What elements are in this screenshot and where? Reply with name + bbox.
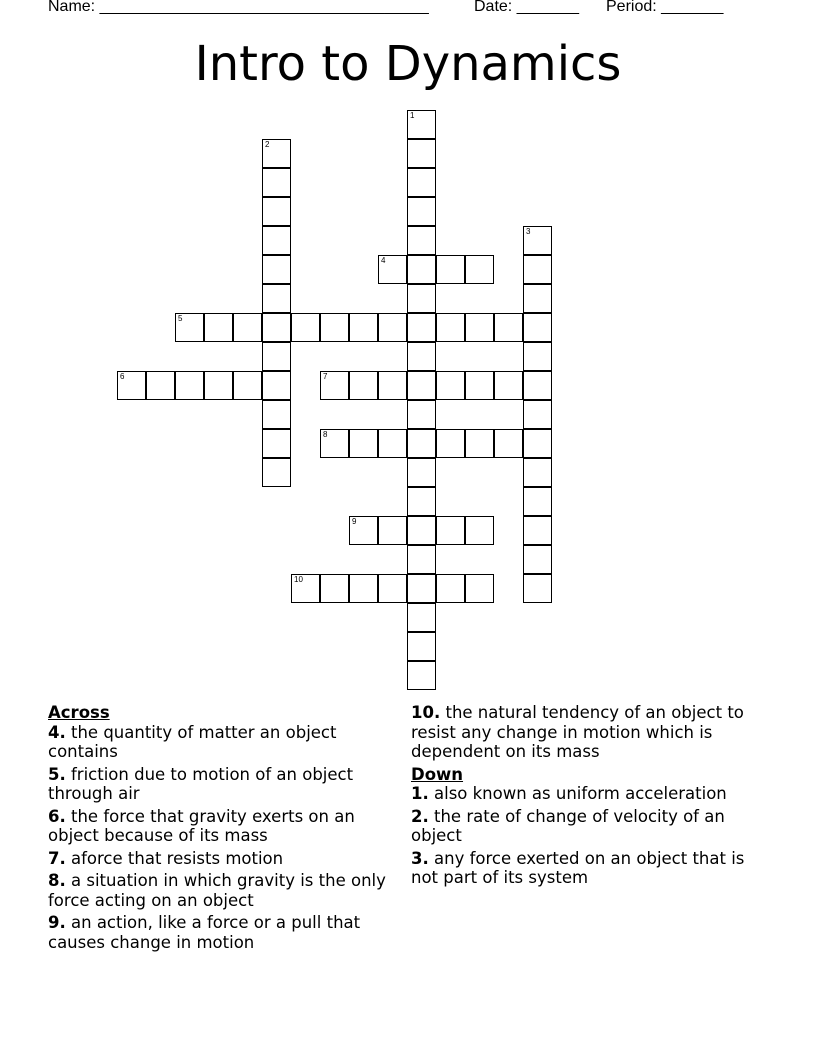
grid-cell[interactable]	[407, 603, 436, 632]
clue-number: 2	[265, 140, 270, 149]
clue-number: 9	[352, 517, 357, 526]
across-heading: Across	[48, 703, 110, 722]
clue-text: an action, like a force or a pull that causes change in motion	[48, 913, 361, 952]
grid-cell[interactable]	[407, 284, 436, 313]
grid-cell[interactable]	[407, 371, 436, 400]
grid-cell[interactable]	[523, 342, 552, 371]
grid-cell[interactable]	[523, 400, 552, 429]
clue-number-label: 8.	[48, 871, 66, 890]
grid-cell[interactable]	[523, 487, 552, 516]
grid-cell[interactable]	[233, 371, 262, 400]
clue-text: the natural tendency of an object to resist any change in motion which is dependent on its mass	[411, 703, 744, 761]
grid-cell[interactable]	[407, 400, 436, 429]
grid-cell[interactable]	[436, 255, 465, 284]
clue-number: 3	[526, 227, 531, 236]
grid-cell[interactable]	[378, 313, 407, 342]
grid-cell[interactable]	[407, 110, 436, 139]
grid-cell[interactable]	[349, 574, 378, 603]
grid-cell[interactable]	[146, 371, 175, 400]
clue-across-10	[411, 703, 771, 762]
clue-across-7	[48, 849, 393, 869]
across-clues	[48, 703, 393, 955]
name-field[interactable]	[48, 0, 429, 16]
grid-cell[interactable]	[436, 429, 465, 458]
grid-cell[interactable]	[523, 371, 552, 400]
grid-cell[interactable]	[117, 371, 146, 400]
grid-cell[interactable]	[407, 139, 436, 168]
grid-cell[interactable]	[465, 255, 494, 284]
grid-cell[interactable]	[494, 313, 523, 342]
clue-number: 6	[120, 372, 125, 381]
grid-cell[interactable]	[465, 516, 494, 545]
clue-number: 1	[410, 111, 415, 120]
grid-cell[interactable]	[436, 313, 465, 342]
clue-number-label: 1.	[411, 784, 429, 803]
grid-cell[interactable]	[378, 371, 407, 400]
clue-text: friction due to motion of an object through air	[48, 764, 354, 803]
grid-cell[interactable]	[523, 226, 552, 255]
clue-number: 8	[323, 430, 328, 439]
clue-number-label: 3.	[411, 848, 429, 868]
grid-cell[interactable]	[320, 429, 349, 458]
clue-text: aforce that resists motion	[71, 848, 284, 868]
grid-cell[interactable]	[233, 313, 262, 342]
clue-text: any force exerted on an object that is not part of its system	[411, 848, 745, 887]
grid-cell[interactable]	[349, 313, 378, 342]
grid-cell[interactable]	[523, 545, 552, 574]
period-blank: _______	[661, 0, 724, 15]
grid-cell[interactable]	[407, 342, 436, 371]
grid-cell[interactable]	[262, 429, 291, 458]
grid-cell[interactable]	[407, 545, 436, 574]
grid-cell[interactable]	[262, 284, 291, 313]
grid-cell[interactable]	[494, 429, 523, 458]
clue-across-9	[48, 913, 393, 952]
grid-cell[interactable]	[407, 458, 436, 487]
grid-cell[interactable]	[465, 574, 494, 603]
clue-number: 5	[178, 314, 183, 323]
clue-number-label: 6.	[48, 806, 66, 826]
clue-text: the force that gravity exerts on an object because of its mass	[48, 806, 355, 845]
clue-across-6	[48, 807, 393, 846]
clue-across-8	[48, 871, 393, 910]
clue-down-2	[411, 807, 771, 846]
clue-down-3	[411, 849, 771, 888]
grid-cell[interactable]	[349, 429, 378, 458]
clue-text: the rate of change of velocity of an object	[411, 806, 725, 845]
grid-cell[interactable]	[407, 429, 436, 458]
clue-number-label: 4.	[48, 722, 66, 742]
clue-down-1	[411, 784, 771, 804]
grid-cell[interactable]	[407, 313, 436, 342]
grid-cell[interactable]	[407, 574, 436, 603]
date-blank: _______	[516, 0, 579, 15]
grid-cell[interactable]	[291, 313, 320, 342]
grid-cell[interactable]	[407, 168, 436, 197]
grid-cell[interactable]	[262, 255, 291, 284]
grid-cell[interactable]	[494, 371, 523, 400]
grid-cell[interactable]	[378, 516, 407, 545]
grid-cell[interactable]	[523, 284, 552, 313]
grid-cell[interactable]	[320, 313, 349, 342]
grid-cell[interactable]	[378, 429, 407, 458]
grid-cell[interactable]	[175, 313, 204, 342]
grid-cell[interactable]	[407, 197, 436, 226]
clue-text: also known as uniform acceleration	[434, 784, 727, 803]
grid-cell[interactable]	[262, 168, 291, 197]
grid-cell[interactable]	[378, 255, 407, 284]
date-field[interactable]	[474, 0, 579, 16]
grid-cell[interactable]	[407, 632, 436, 661]
clue-number: 7	[323, 372, 328, 381]
grid-cell[interactable]	[262, 400, 291, 429]
clue-text: a situation in which gravity is the only force acting on an object	[48, 871, 386, 910]
grid-cell[interactable]	[320, 371, 349, 400]
period-label: Period:	[606, 0, 657, 15]
grid-cell[interactable]	[523, 574, 552, 603]
clue-number-label: 10.	[411, 703, 441, 722]
grid-cell[interactable]	[523, 429, 552, 458]
grid-cell[interactable]	[523, 458, 552, 487]
grid-cell[interactable]	[175, 371, 204, 400]
period-field[interactable]	[606, 0, 723, 16]
clue-text: the quantity of matter an object contains	[48, 722, 337, 761]
grid-cell[interactable]	[262, 371, 291, 400]
grid-cell[interactable]	[262, 226, 291, 255]
clue-number-label: 5.	[48, 764, 66, 784]
grid-cell[interactable]	[407, 255, 436, 284]
grid-cell[interactable]	[465, 429, 494, 458]
grid-cell[interactable]	[436, 574, 465, 603]
grid-cell[interactable]	[204, 371, 233, 400]
grid-cell[interactable]	[262, 458, 291, 487]
clue-number: 10	[294, 575, 303, 584]
clue-across-5	[48, 765, 393, 804]
grid-cell[interactable]	[378, 574, 407, 603]
grid-cell[interactable]	[523, 255, 552, 284]
grid-cell[interactable]	[291, 574, 320, 603]
grid-cell[interactable]	[523, 516, 552, 545]
clue-number-label: 9.	[48, 913, 66, 932]
grid-cell[interactable]	[262, 139, 291, 168]
grid-cell[interactable]	[320, 574, 349, 603]
down-heading: Down	[411, 764, 464, 784]
grid-cell[interactable]	[407, 487, 436, 516]
clue-number-label: 7.	[48, 848, 66, 868]
grid-cell[interactable]	[465, 313, 494, 342]
clue-number: 4	[381, 256, 386, 265]
date-label: Date:	[474, 0, 513, 15]
grid-cell[interactable]	[436, 371, 465, 400]
page-title: Intro to Dynamics	[194, 36, 622, 92]
grid-cell[interactable]	[407, 516, 436, 545]
clue-number-label: 2.	[411, 806, 429, 826]
grid-cell[interactable]	[262, 342, 291, 371]
grid-cell[interactable]	[262, 313, 291, 342]
name-label: Name:	[48, 0, 96, 15]
grid-cell[interactable]	[523, 313, 552, 342]
grid-cell[interactable]	[204, 313, 233, 342]
grid-cell[interactable]	[407, 661, 436, 690]
grid-cell[interactable]	[349, 371, 378, 400]
grid-cell[interactable]	[465, 371, 494, 400]
right-clues	[411, 703, 771, 891]
grid-cell[interactable]	[407, 226, 436, 255]
grid-cell[interactable]	[436, 516, 465, 545]
grid-cell[interactable]	[262, 197, 291, 226]
grid-cell[interactable]	[349, 516, 378, 545]
clue-across-4	[48, 723, 393, 762]
name-blank: _____________________________________	[99, 0, 429, 15]
